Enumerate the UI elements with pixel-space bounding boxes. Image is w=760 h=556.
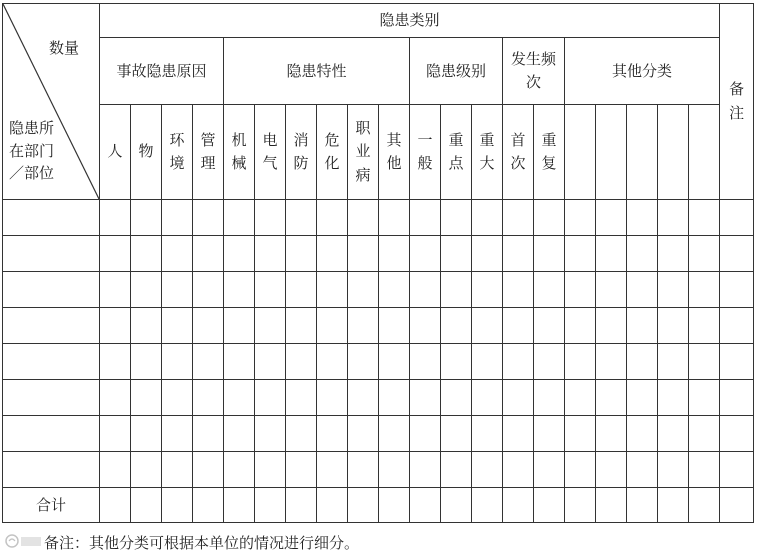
count-cell (410, 452, 441, 488)
count-cell (410, 380, 441, 416)
count-cell (565, 380, 596, 416)
count-cell (162, 380, 193, 416)
count-cell (472, 416, 503, 452)
count-cell (503, 272, 534, 308)
count-cell (131, 272, 162, 308)
count-cell (286, 380, 317, 416)
department-cell (3, 236, 100, 272)
count-cell (410, 416, 441, 452)
count-cell (348, 380, 379, 416)
table-row (3, 272, 754, 308)
count-cell (503, 452, 534, 488)
count-cell (317, 344, 348, 380)
footnote: 备注：其他分类可根据本单位的情况进行细分。 (44, 534, 360, 552)
count-cell (596, 272, 627, 308)
count-cell (348, 416, 379, 452)
count-cell (379, 416, 410, 452)
count-cell (627, 272, 658, 308)
count-cell (193, 200, 224, 236)
count-cell (286, 308, 317, 344)
col-header-repeat: 重复 (534, 105, 565, 200)
count-cell (565, 416, 596, 452)
count-cell (503, 416, 534, 452)
col-header-other: 其他 (379, 105, 410, 200)
count-cell (224, 380, 255, 416)
table-row (3, 380, 754, 416)
count-cell (441, 488, 472, 523)
count-cell (689, 200, 720, 236)
count-cell (162, 272, 193, 308)
count-cell (131, 344, 162, 380)
department-cell (3, 344, 100, 380)
diagonal-header-cell (3, 4, 100, 200)
count-cell (441, 272, 472, 308)
count-cell (131, 200, 162, 236)
count-cell (720, 236, 754, 272)
count-cell (224, 308, 255, 344)
characteristic-group-header: 隐患特性 (224, 38, 410, 105)
count-cell (658, 488, 689, 523)
count-cell (162, 488, 193, 523)
count-cell (596, 416, 627, 452)
count-cell (317, 416, 348, 452)
count-cell (348, 200, 379, 236)
count-cell (472, 272, 503, 308)
count-cell (627, 308, 658, 344)
count-cell (441, 416, 472, 452)
count-cell (286, 344, 317, 380)
count-cell (472, 452, 503, 488)
count-cell (410, 272, 441, 308)
level-group-header: 隐患级别 (410, 38, 503, 105)
count-cell (596, 488, 627, 523)
col-header-person: 人 (100, 105, 131, 200)
count-cell (720, 200, 754, 236)
count-cell (472, 200, 503, 236)
count-cell (379, 452, 410, 488)
count-cell (441, 344, 472, 380)
count-cell (317, 200, 348, 236)
col-header-management: 管理 (193, 105, 224, 200)
count-cell (627, 344, 658, 380)
count-cell (193, 416, 224, 452)
other-sub-cell (627, 105, 658, 200)
count-cell (224, 236, 255, 272)
count-cell (534, 416, 565, 452)
count-cell (720, 380, 754, 416)
count-cell (286, 200, 317, 236)
count-cell (596, 200, 627, 236)
count-cell (472, 308, 503, 344)
count-cell (596, 308, 627, 344)
count-cell (627, 488, 658, 523)
count-cell (100, 272, 131, 308)
table-row (3, 236, 754, 272)
count-cell (131, 488, 162, 523)
count-cell (224, 416, 255, 452)
col-header-environment: 环境 (162, 105, 193, 200)
count-cell (503, 200, 534, 236)
count-cell (317, 488, 348, 523)
count-cell (131, 380, 162, 416)
count-cell (472, 236, 503, 272)
count-cell (689, 452, 720, 488)
count-cell (100, 452, 131, 488)
count-cell (131, 236, 162, 272)
count-cell (658, 452, 689, 488)
count-cell (534, 452, 565, 488)
count-cell (379, 272, 410, 308)
count-cell (255, 416, 286, 452)
count-cell (100, 416, 131, 452)
count-cell (658, 308, 689, 344)
count-cell (689, 380, 720, 416)
count-cell (379, 344, 410, 380)
count-cell (193, 344, 224, 380)
count-cell (658, 272, 689, 308)
count-cell (565, 308, 596, 344)
other-sub-cell (658, 105, 689, 200)
count-cell (100, 344, 131, 380)
count-cell (255, 236, 286, 272)
count-cell (627, 452, 658, 488)
count-cell (410, 236, 441, 272)
count-cell (286, 416, 317, 452)
count-cell (658, 416, 689, 452)
count-cell (255, 344, 286, 380)
count-cell (100, 236, 131, 272)
count-cell (720, 308, 754, 344)
count-cell (193, 488, 224, 523)
col-header-hazchem: 危化 (317, 105, 348, 200)
col-header-electrical: 电气 (255, 105, 286, 200)
table-row (3, 308, 754, 344)
count-cell (503, 488, 534, 523)
count-cell (317, 308, 348, 344)
count-cell (534, 200, 565, 236)
count-cell (534, 488, 565, 523)
department-cell (3, 380, 100, 416)
count-cell (534, 308, 565, 344)
count-cell (410, 200, 441, 236)
col-header-fire: 消防 (286, 105, 317, 200)
count-cell (689, 488, 720, 523)
watermark-icon (4, 531, 44, 551)
count-cell (379, 200, 410, 236)
count-cell (689, 344, 720, 380)
count-cell (720, 272, 754, 308)
other-sub-cell (565, 105, 596, 200)
count-cell (410, 308, 441, 344)
col-header-general: 一般 (410, 105, 441, 200)
count-cell (224, 200, 255, 236)
count-cell (565, 272, 596, 308)
count-cell (255, 308, 286, 344)
count-cell (100, 380, 131, 416)
count-cell (596, 236, 627, 272)
count-cell (627, 236, 658, 272)
other-group-header: 其他分类 (565, 38, 720, 105)
department-label: 隐患所 在部门 ／部位 (9, 119, 55, 182)
count-cell (193, 452, 224, 488)
count-cell (689, 272, 720, 308)
count-cell (100, 200, 131, 236)
count-cell (503, 308, 534, 344)
table-row (3, 344, 754, 380)
table-row (3, 416, 754, 452)
hazard-category-header: 隐患类别 (100, 4, 720, 38)
count-cell (348, 308, 379, 344)
count-cell (565, 200, 596, 236)
count-cell (255, 200, 286, 236)
count-cell (441, 380, 472, 416)
col-header-object: 物 (131, 105, 162, 200)
count-cell (224, 452, 255, 488)
count-cell (472, 380, 503, 416)
count-cell (472, 488, 503, 523)
count-cell (162, 200, 193, 236)
count-cell (658, 344, 689, 380)
count-cell (565, 488, 596, 523)
count-cell (286, 488, 317, 523)
count-cell (224, 272, 255, 308)
count-cell (534, 272, 565, 308)
count-cell (193, 272, 224, 308)
count-cell (255, 452, 286, 488)
quantity-label: 数量 (49, 39, 80, 57)
count-cell (503, 344, 534, 380)
count-cell (503, 380, 534, 416)
count-cell (317, 380, 348, 416)
other-sub-cell (689, 105, 720, 200)
count-cell (534, 380, 565, 416)
count-cell (162, 236, 193, 272)
count-cell (317, 452, 348, 488)
count-cell (658, 200, 689, 236)
count-cell (410, 344, 441, 380)
count-cell (689, 236, 720, 272)
department-cell (3, 200, 100, 236)
remarks-header: 备注 (720, 4, 754, 200)
count-cell (441, 236, 472, 272)
frequency-group-header: 发生频次 (503, 38, 565, 105)
count-cell (720, 452, 754, 488)
count-cell (596, 344, 627, 380)
count-cell (441, 308, 472, 344)
count-cell (193, 380, 224, 416)
count-cell (348, 488, 379, 523)
watermark-logo (4, 531, 44, 551)
department-cell (3, 272, 100, 308)
department-cell (3, 452, 100, 488)
count-cell (565, 236, 596, 272)
count-cell (627, 416, 658, 452)
total-row (3, 488, 754, 523)
count-cell (286, 236, 317, 272)
col-header-mechanical: 机械 (224, 105, 255, 200)
count-cell (596, 380, 627, 416)
total-label-cell: 合计 (3, 488, 100, 523)
col-header-key: 重点 (441, 105, 472, 200)
count-cell (410, 488, 441, 523)
count-cell (224, 344, 255, 380)
count-cell (317, 272, 348, 308)
count-cell (348, 344, 379, 380)
count-cell (658, 236, 689, 272)
count-cell (565, 344, 596, 380)
count-cell (534, 344, 565, 380)
count-cell (596, 452, 627, 488)
count-cell (503, 236, 534, 272)
count-cell (162, 308, 193, 344)
count-cell (379, 380, 410, 416)
col-header-major: 重大 (472, 105, 503, 200)
count-cell (565, 452, 596, 488)
table-row (3, 452, 754, 488)
count-cell (193, 236, 224, 272)
count-cell (255, 272, 286, 308)
count-cell (224, 488, 255, 523)
count-cell (720, 416, 754, 452)
count-cell (441, 452, 472, 488)
count-cell (100, 308, 131, 344)
count-cell (689, 308, 720, 344)
count-cell (348, 236, 379, 272)
department-cell (3, 308, 100, 344)
count-cell (162, 452, 193, 488)
cause-group-header: 事故隐患原因 (100, 38, 224, 105)
count-cell (255, 488, 286, 523)
count-cell (627, 380, 658, 416)
count-cell (720, 488, 754, 523)
count-cell (317, 236, 348, 272)
count-cell (720, 344, 754, 380)
count-cell (193, 308, 224, 344)
department-cell (3, 416, 100, 452)
count-cell (348, 272, 379, 308)
count-cell (162, 416, 193, 452)
count-cell (100, 488, 131, 523)
other-sub-cell (596, 105, 627, 200)
count-cell (286, 272, 317, 308)
count-cell (131, 416, 162, 452)
count-cell (379, 308, 410, 344)
count-cell (441, 200, 472, 236)
count-cell (286, 452, 317, 488)
count-cell (131, 452, 162, 488)
hazard-statistics-table (2, 3, 754, 523)
count-cell (689, 416, 720, 452)
count-cell (131, 308, 162, 344)
count-cell (627, 200, 658, 236)
count-cell (255, 380, 286, 416)
col-header-occupational-disease: 职业病 (348, 105, 379, 200)
count-cell (658, 380, 689, 416)
count-cell (348, 452, 379, 488)
col-header-first-time: 首次 (503, 105, 534, 200)
count-cell (379, 488, 410, 523)
count-cell (162, 344, 193, 380)
count-cell (472, 344, 503, 380)
count-cell (379, 236, 410, 272)
count-cell (534, 236, 565, 272)
table-row (3, 200, 754, 236)
